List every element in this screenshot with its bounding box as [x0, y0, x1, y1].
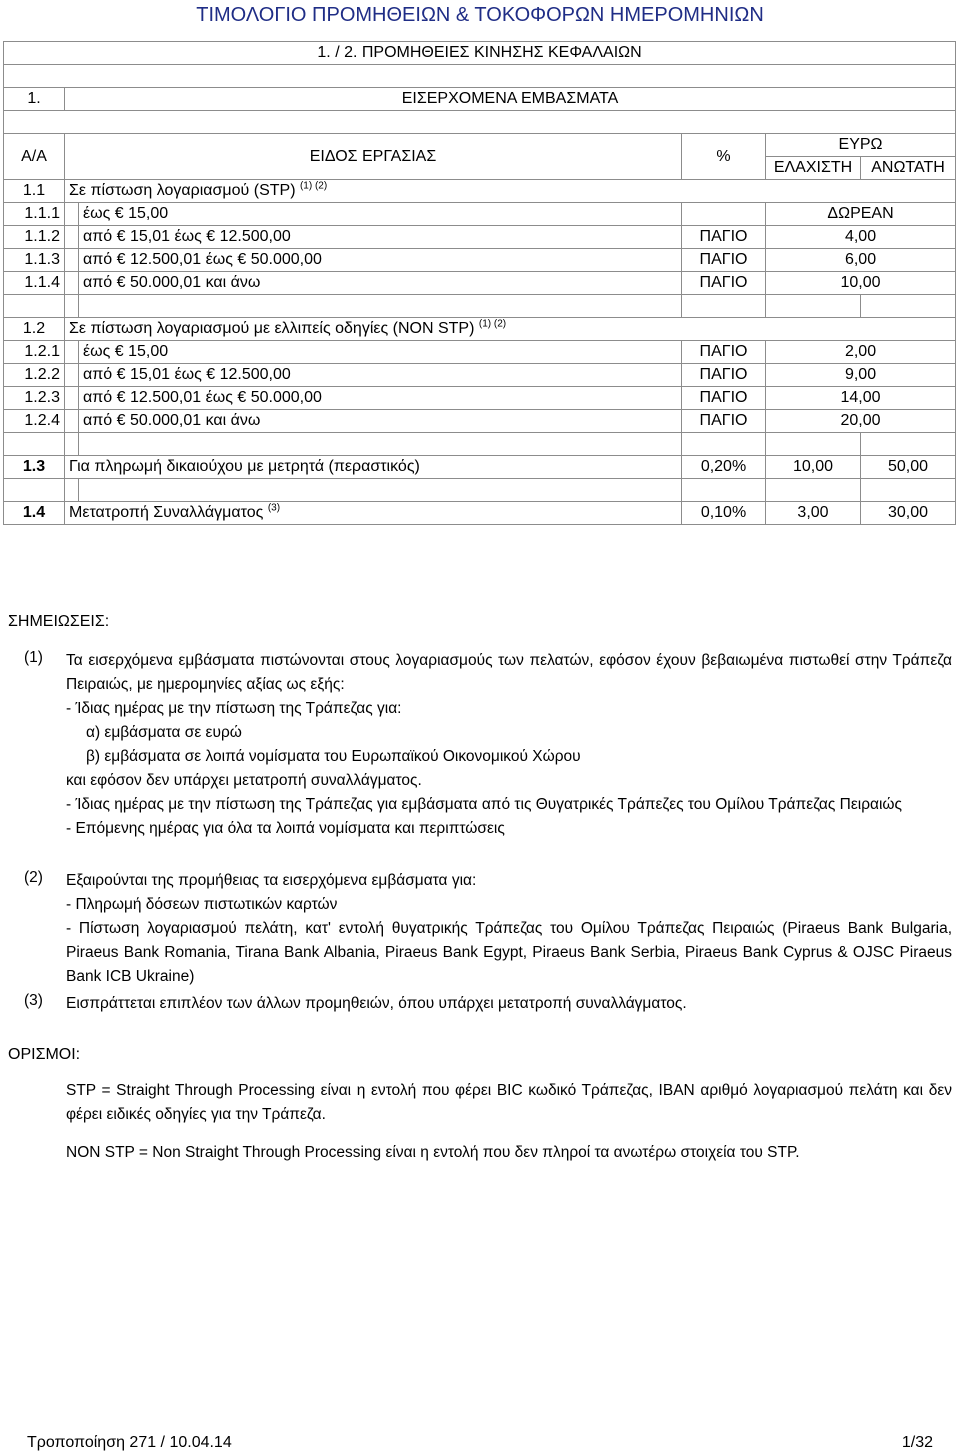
row-id: 1.2.3 — [4, 387, 65, 410]
row-label: από € 50.000,01 και άνω — [79, 272, 682, 295]
table-row — [4, 42, 956, 65]
row-pct: ΠΑΓΙΟ — [682, 226, 766, 249]
definition-text: NON STP = Non Straight Through Processing είναι η εντολή που δεν πληροί τα ανωτέρω στοιχεία του STP. — [66, 1144, 800, 1161]
section-heading: 1. / 2. ΠΡΟΜΗΘΕΙΕΣ ΚΙΝΗΣΗΣ ΚΕΦΑΛΑΙΩΝ — [4, 42, 956, 65]
note-text: Εξαιρούνται της προμήθειας τα εισερχόμενα εμβάσματα για: — [66, 872, 477, 889]
row-id: 1.2.4 — [4, 410, 65, 433]
header-pct: % — [682, 134, 766, 180]
header-aa: Α/Α — [4, 134, 65, 180]
group-row — [4, 318, 956, 341]
row-label: Μετατροπή Συναλλάγματος — [69, 504, 264, 521]
group-id: 1.2 — [4, 318, 65, 341]
row-pct: ΠΑΓΙΟ — [682, 341, 766, 364]
row-label: έως € 15,00 — [79, 203, 682, 226]
row-value: 2,00 — [766, 341, 956, 364]
table-row — [4, 502, 956, 525]
row-label: από € 12.500,01 έως € 50.000,00 — [79, 249, 682, 272]
group-id: 1.1 — [4, 180, 65, 203]
page-title: ΤΙΜΟΛΟΓΙΟ ΠΡΟΜΗΘΕΙΩΝ & ΤΟΚΟΦΟΡΩΝ ΗΜΕΡΟΜΗΝΙΩΝ — [196, 4, 764, 26]
table-row — [4, 203, 956, 226]
note-text: και εφόσον δεν υπάρχει μετατροπή συναλλάγματος. — [66, 772, 422, 789]
row-id: 1.3 — [4, 456, 65, 479]
row-id: 1.1.1 — [4, 203, 65, 226]
footnote-ref: (3) — [267, 502, 281, 514]
table-row — [4, 272, 956, 295]
header-max: ΑΝΩΤΑΤΗ — [861, 157, 956, 180]
page-footer — [27, 1434, 933, 1452]
row-id: 1.4 — [4, 502, 65, 525]
note-text: - Πίστωση λογαριασμού πελάτη, κατ' εντολή θυγατρικής Τράπεζας του Ομίλου Τράπεζας Πειραιώς (Piraeus Bank Bulgaria, Piraeus Bank Romania, Tirana Bank Albania, Piraeus Bank Egypt, Piraeus Bank Serbia, Piraeus Bank Cyprus & OJSC Piraeus Bank ICB Ukraine) — [66, 920, 952, 985]
table-row — [4, 364, 956, 387]
row-label: από € 12.500,01 έως € 50.000,00 — [79, 387, 682, 410]
page-number: 1/32 — [901, 1434, 933, 1451]
row-pct — [682, 203, 766, 226]
table-row — [4, 433, 956, 456]
header-min: ΕΛΑΧΙΣΤΗ — [766, 157, 861, 180]
table-row — [4, 226, 956, 249]
note-text: β) εμβάσματα σε λοιπά νομίσματα του Ευρωπαϊκού Οικονομικού Χώρου — [86, 748, 581, 765]
row-id: 1.1.2 — [4, 226, 65, 249]
row-value: ΔΩΡΕΑΝ — [766, 203, 956, 226]
note-number: (3) — [24, 992, 43, 1009]
subsection-number: 1. — [4, 88, 65, 111]
header-kind: ΕΙΔΟΣ ΕΡΓΑΣΙΑΣ — [65, 134, 682, 180]
table-row — [4, 65, 956, 88]
note-text: - Επόμενης ημέρας για όλα τα λοιπά νομίσματα και περιπτώσεις — [66, 820, 505, 837]
note-text: α) εμβάσματα σε ευρώ — [86, 724, 242, 741]
group-label: Σε πίστωση λογαριασμού (STP) — [69, 182, 296, 199]
row-label: από € 15,01 έως € 12.500,00 — [79, 364, 682, 387]
group-row — [4, 180, 956, 203]
row-value: 20,00 — [766, 410, 956, 433]
header-row — [4, 134, 956, 157]
row-pct: 0,20% — [682, 456, 766, 479]
row-label: έως € 15,00 — [79, 341, 682, 364]
notes-heading: ΣΗΜΕΙΩΣΕΙΣ: — [8, 613, 110, 630]
row-id: 1.1.3 — [4, 249, 65, 272]
table-row — [4, 295, 956, 318]
header-euro: ΕΥΡΩ — [766, 134, 956, 157]
note-number: (2) — [24, 869, 43, 886]
row-pct: ΠΑΓΙΟ — [682, 364, 766, 387]
row-value: 10,00 — [766, 272, 956, 295]
footnote-ref: (1) (2) — [478, 318, 507, 330]
row-min: 10,00 — [766, 456, 861, 479]
note-text: Εισπράττεται επιπλέον των άλλων προμηθειών, όπου υπάρχει μετατροπή συναλλάγματος. — [66, 995, 687, 1012]
row-id: 1.1.4 — [4, 272, 65, 295]
note-text: - Πληρωμή δόσεων πιστωτικών καρτών — [66, 896, 338, 913]
table-row — [4, 387, 956, 410]
table-row — [4, 456, 956, 479]
note-text: - Ίδιας ημέρας με την πίστωση της Τράπεζας για εμβάσματα από τις Θυγατρικές Τράπεζες του Ομίλου Τράπεζας Πειραιώς — [66, 796, 903, 813]
note-text: Τα εισερχόμενα εμβάσματα πιστώνονται στους λογαριασμούς των πελατών, εφόσον έχουν βεβαιωμένα πιστωθεί στην Τράπεζα Πειραιώς, με ημερομηνίες αξίας ως εξής: — [66, 652, 952, 693]
row-value: 4,00 — [766, 226, 956, 249]
row-pct: 0,10% — [682, 502, 766, 525]
row-label: Για πληρωμή δικαιούχου με μετρητά (περαστικός) — [65, 456, 682, 479]
row-pct: ΠΑΓΙΟ — [682, 410, 766, 433]
row-id: 1.2.1 — [4, 341, 65, 364]
fees-table — [3, 41, 956, 525]
table-row — [4, 249, 956, 272]
definition-text: STP = Straight Through Processing είναι η εντολή που φέρει BIC κωδικό Τράπεζας, IBAN αριθμό λογαριασμού πελάτη και δεν φέρει ειδικές οδηγίες για την Τράπεζα. — [66, 1082, 952, 1123]
row-pct: ΠΑΓΙΟ — [682, 272, 766, 295]
subsection-label: ΕΙΣΕΡΧΟΜΕΝΑ ΕΜΒΑΣΜΑΤΑ — [65, 88, 956, 111]
table-row — [4, 88, 956, 111]
row-value: 6,00 — [766, 249, 956, 272]
row-max: 30,00 — [861, 502, 956, 525]
row-value: 9,00 — [766, 364, 956, 387]
table-row — [4, 410, 956, 433]
row-pct: ΠΑΓΙΟ — [682, 387, 766, 410]
note-number: (1) — [24, 649, 43, 666]
row-min: 3,00 — [766, 502, 861, 525]
note-text: - Ίδιας ημέρας με την πίστωση της Τράπεζας για: — [66, 700, 402, 717]
table-row — [4, 479, 956, 502]
table-row — [4, 341, 956, 364]
group-label: Σε πίστωση λογαριασμού με ελλιπείς οδηγίες (NON STP) — [69, 320, 475, 337]
row-pct: ΠΑΓΙΟ — [682, 249, 766, 272]
table-row — [4, 111, 956, 134]
row-id: 1.2.2 — [4, 364, 65, 387]
row-label: από € 50.000,01 και άνω — [79, 410, 682, 433]
definitions-heading: ΟΡΙΣΜΟΙ: — [8, 1046, 81, 1063]
row-value: 14,00 — [766, 387, 956, 410]
revision-label: Τροποποίηση 271 / 10.04.14 — [27, 1434, 232, 1451]
row-label: από € 15,01 έως € 12.500,00 — [79, 226, 682, 249]
row-max: 50,00 — [861, 456, 956, 479]
footnote-ref: (1) (2) — [299, 180, 328, 192]
